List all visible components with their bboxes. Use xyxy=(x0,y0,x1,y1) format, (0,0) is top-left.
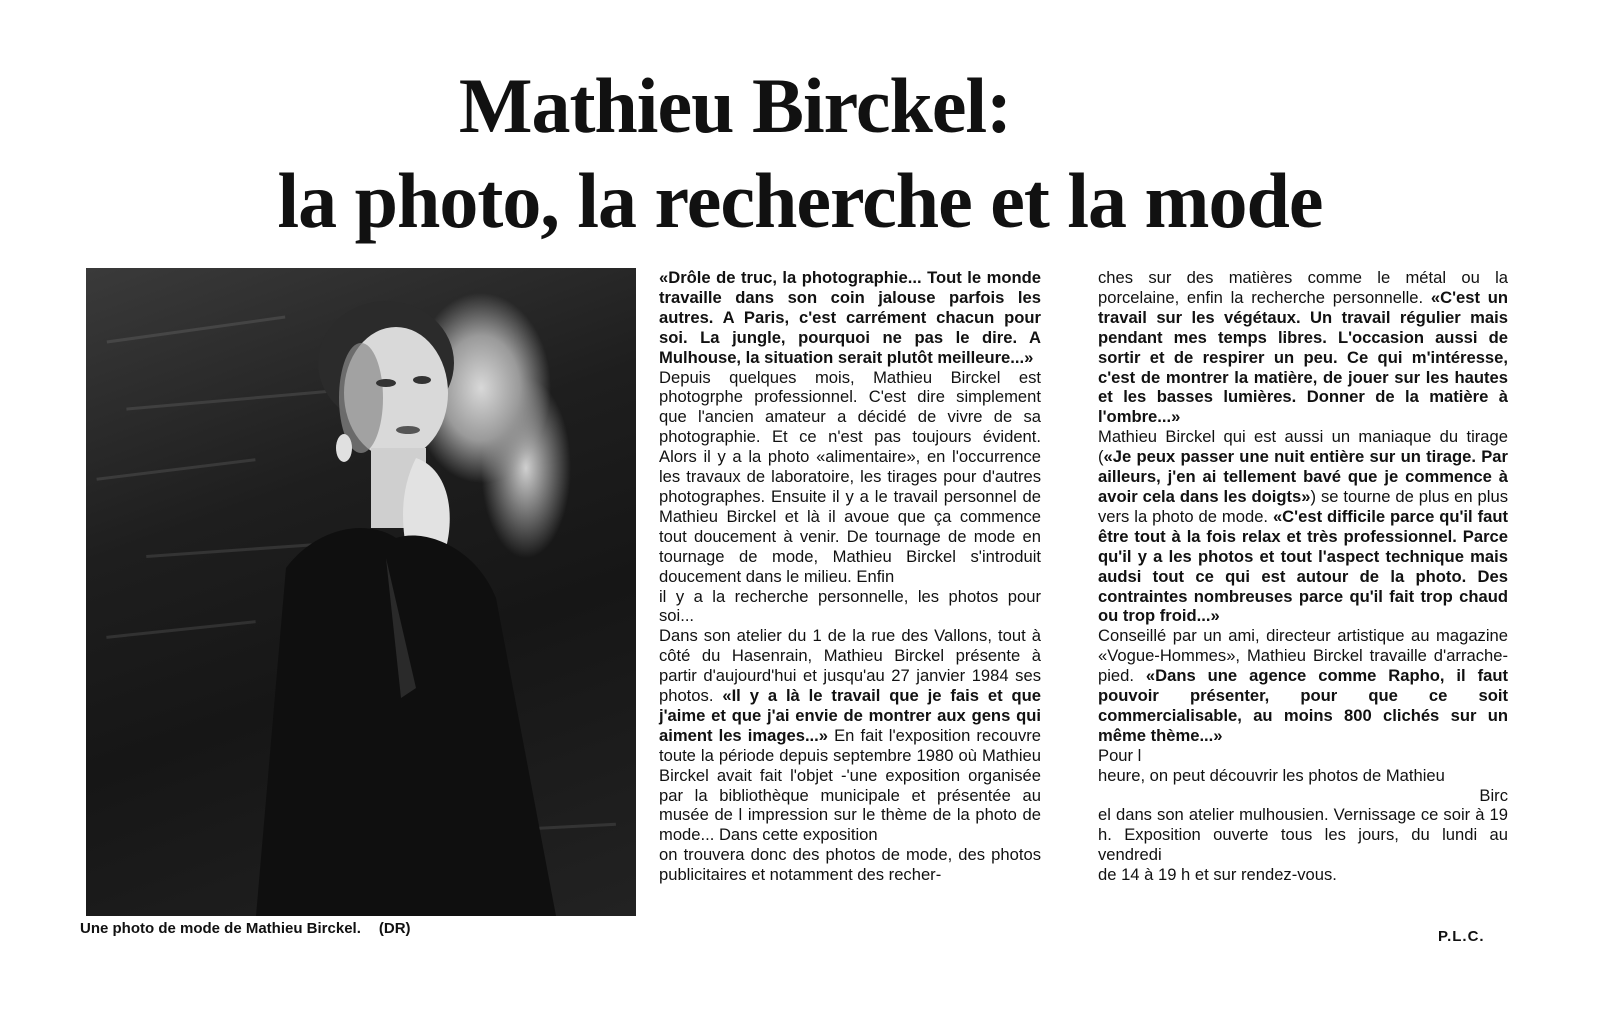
paragraph: Depuis quelques mois, Mathieu Birckel est photogrphe professionnel. C'est dire simplement que l'ancien amateur a décidé de vivre de sa photographie. Et ce n'est pas toujours évident. Alors il y a la photo «alimentaire», en l'occurrence les travaux de laboratoire, les tirages pour d'autres photographes. Ensuite il y a le travail personnel de Mathieu Birckel et là il avoue que ça commence tout doucement à venir. De tournage de mode en tournage de mode, Mathieu Birckel s'introduit doucement dans le milieu. Enfin xyxy=(659,367,1041,586)
paragraph: on trouvera donc des photos de mode, des photos publicitaires et notamment des recher- xyxy=(659,845,1041,885)
paragraph: de 14 à 19 h et sur rendez-vous. xyxy=(1098,865,1337,885)
photo-credit: (DR) xyxy=(378,920,411,937)
headline-line-1: Mathieu Birckel: xyxy=(458,62,1012,150)
paragraph: heure, on peut découvrir les photos de Mathieu xyxy=(1098,765,1445,785)
headline-line-2: la photo, la recherche et la mode xyxy=(277,157,1323,245)
intro-quote: «Drôle de truc, la photographie... Tout le monde travaille dans son coin jalouse parfois les autres. A Paris, c'est carrément chacun pour soi. La jungle, pourquoi ne pas le dire. A Mulhouse, la situation serait plutôt meilleure...» xyxy=(659,268,1041,367)
headline xyxy=(0,61,1600,247)
paragraph: il y a la recherche personnelle, les photos pour soi... xyxy=(659,586,1041,626)
paragraph: Dans son atelier du 1 de la rue des Vallons, tout à côté du Hasenrain, Mathieu Birckel présente à partir d'aujourd'hui et jusqu'au 27 janvier 1984 ses photos. «Il y a là le travail que je fais et que j'aime et que j'ai envie de montrer aux gens qui aiment les images...» En fait l'exposition recouvre toute la période depuis septembre 1980 où Mathieu Birckel avait fait l'objet -'une exposition organisée par la bibliothèque municipale et présentée au musée de l impression sur le thème de la photo de mode... Dans cette exposition xyxy=(659,626,1041,845)
paragraph: ches sur des matières comme le métal ou la porcelaine, enfin la recherche personnelle. «C'est un travail sur les végétaux. Un travail régulier mais pendant mes temps libres. L'occasion aussi de sortir et de respirer un peu. Ce qui m'intéresse, c'est de montrer la matière, de jouer sur les hautes et les basses lumières. Donner de la matière à l'ombre...» xyxy=(1098,268,1508,427)
paragraph: el dans son atelier mulhousien. Vernissage ce soir à 19 h. Exposition ouverte tous les jours, du lundi au vendredi xyxy=(1098,805,1508,865)
paragraph: Pour l xyxy=(1098,745,1142,765)
paragraph: Conseillé par un ami, directeur artistique au magazine «Vogue-Hommes», Mathieu Birckel travaille d'arrache-pied. «Dans une agence comme Rapho, il faut pouvoir présenter, pour que ce soit commercialisable, au moins 800 clichés sur un même thème...» xyxy=(1098,626,1508,745)
article-column-2 xyxy=(1098,268,1508,885)
author-signature: P.L.C. xyxy=(1438,928,1485,945)
paragraph: Birc xyxy=(1479,785,1508,805)
caption-text: Une photo de mode de Mathieu Birckel. xyxy=(80,920,361,937)
paragraph: Mathieu Birckel qui est aussi un maniaque du tirage («Je peux passer une nuit entière sur un tirage. Par ailleurs, j'en ai tellement bavé que je commence à avoir cela dans les doigts») se tourne de plus en plus vers la photo de mode. «C'est difficile parce qu'il faut être tout à la fois relax et très professionnel. Parce qu'il y a les photos et tout l'aspect technique mais audsi tout ce qui est autour de la photo. Des contraintes nombreuses parce qu'il fait trop chaud ou trop froid...» xyxy=(1098,427,1509,626)
article-column-1 xyxy=(659,268,1041,885)
fashion-photo xyxy=(86,268,636,916)
photo-caption xyxy=(80,920,640,937)
woman-silhouette-icon xyxy=(86,268,636,916)
